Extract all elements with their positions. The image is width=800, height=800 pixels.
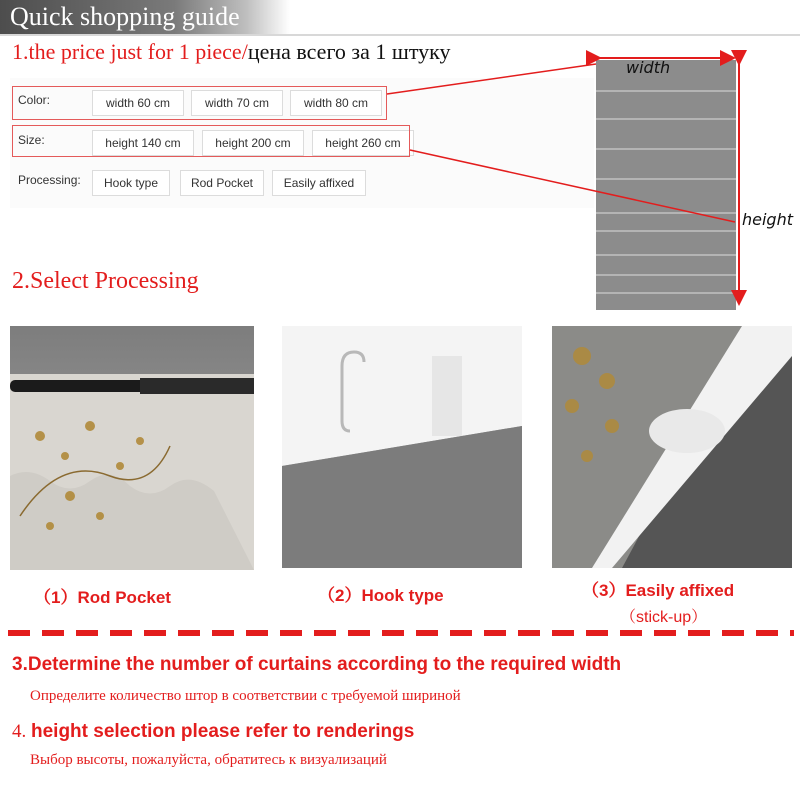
size-option-260[interactable]: height 260 cm xyxy=(312,130,414,156)
width-label: width xyxy=(626,58,671,77)
section1-title-ru: цена всего за 1 штуку xyxy=(247,39,451,64)
processing-option-rod[interactable]: Rod Pocket xyxy=(180,170,264,196)
easily-affixed-subcaption: （stick-up） xyxy=(620,609,708,626)
section2-title: 2.Select Processing xyxy=(12,268,199,294)
section3-subtitle: Определите количество штор в соответствии с требуемой шириной xyxy=(30,688,461,704)
size-option-140[interactable]: height 140 cm xyxy=(92,130,194,156)
rod-pocket-caption: （1）Rod Pocket xyxy=(34,588,171,607)
processing-label: Processing: xyxy=(18,173,81,187)
size-label: Size: xyxy=(18,133,45,147)
section3-title: 3.Determine the number of curtains according to the required width xyxy=(12,654,622,675)
easily-affixed-caption: （3）Easily affixed xyxy=(582,581,735,600)
color-option-70[interactable]: width 70 cm xyxy=(191,90,283,116)
easily-affixed-photo xyxy=(552,326,792,568)
color-label: Color: xyxy=(18,93,51,107)
color-option-60[interactable]: width 60 cm xyxy=(92,90,184,116)
color-option-80[interactable]: width 80 cm xyxy=(290,90,382,116)
height-label: height xyxy=(742,210,793,229)
section4-number: 4. xyxy=(12,721,31,742)
section4-title-text: height selection please refer to renderings xyxy=(31,721,415,742)
section1-title-en: 1.the price just for 1 piece/ xyxy=(12,39,248,64)
section4-title xyxy=(12,721,414,743)
dashed-divider xyxy=(8,630,794,636)
processing-option-affixed[interactable]: Easily affixed xyxy=(272,170,366,196)
page-title: Quick shopping guide xyxy=(10,2,240,31)
hook-type-photo xyxy=(282,326,522,568)
size-option-200[interactable]: height 200 cm xyxy=(202,130,304,156)
section4-subtitle: Выбор высоты, пожалуйста, обратитесь к визуализаций xyxy=(30,752,387,768)
rod-pocket-photo xyxy=(10,326,254,570)
hook-type-caption: （2）Hook type xyxy=(318,586,444,605)
processing-option-hook[interactable]: Hook type xyxy=(92,170,170,196)
